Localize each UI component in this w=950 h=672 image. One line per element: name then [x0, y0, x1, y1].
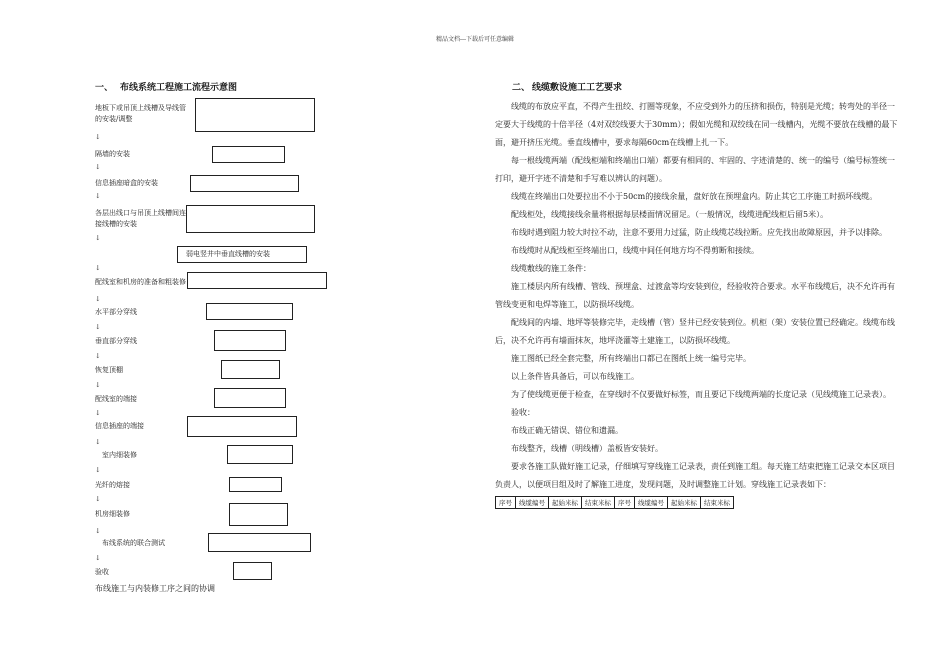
flow-step-7-label: 水平部分穿线: [95, 308, 137, 316]
page-header-note: 精品文档---下载后可任意编辑: [435, 36, 515, 43]
flow-step-4-label: 各层出线口与吊顶上线槽间连接线槽的安装: [95, 209, 186, 228]
table-header-row: [496, 497, 734, 509]
flow-arrow: ↓: [95, 234, 101, 242]
flow-arrow: ↓: [95, 554, 101, 562]
right-body-text: [495, 98, 899, 509]
flow-step-6-box: [187, 272, 327, 289]
paragraph: 布线时遇到阻力较大时拉不动，注意不要用力过猛，防止线缆芯线拉断。应先找出故障原因，并予以排除。: [511, 228, 887, 237]
flow-arrow: ↓: [95, 295, 101, 303]
flow-step-15-box: [208, 533, 311, 552]
flow-step-4-box: [186, 205, 315, 233]
left-heading-number: 一、: [95, 83, 114, 93]
table-header-cell: 序号: [496, 497, 516, 509]
flow-arrow: ↓: [95, 352, 101, 360]
flow-step-9-label: 恢复顶棚: [95, 366, 123, 374]
flow-step-5-box: [177, 246, 307, 263]
flow-step-3-label: 信息插座暗盒的安装: [95, 179, 158, 187]
paragraph: 线缆在终端出口处要拉出不小于50cm的接线余量，盘好放在预埋盒内。防止其它工序施工时损坏线缆。: [511, 192, 878, 201]
flow-step-8-box: [214, 330, 286, 351]
paragraph: 配线间的内墙、地坪等装修完毕，走线槽（管）竖井已经安装到位。机柜（架）安装位置已经确定。线缆布线后，决不允许再有墙面抹灰，地坪浇灌等土建施工，以防损坏线缆。: [495, 318, 895, 345]
flow-step-10-label: 配线室的端接: [95, 395, 137, 403]
paragraph: 线缆的布放应平直，不得产生扭绞、打圈等现象，不应受到外力的压挤和损伤，特别是光缆；转弯处的半径一定要大于线缆的十倍半径（4对双绞线要大于30mm）；假如光缆和双绞线在同一线槽内，光缆不要放在线槽的最下面，避开挤压光缆。垂直线槽中，要求每隔60cm在线槽上扎一下。: [495, 102, 898, 147]
flow-arrow: ↓: [95, 133, 101, 141]
table-header-cell: 线缆编号: [516, 497, 549, 509]
table-header-cell: 结束米标: [582, 497, 615, 509]
table-header-cell: 线缆编号: [635, 497, 668, 509]
flow-arrow: ↓: [95, 409, 101, 417]
paragraph: 以上条件皆具备后，可以布线施工。: [511, 372, 639, 381]
flow-step-14-label: 机房细装修: [95, 510, 130, 518]
flow-arrow: ↓: [95, 323, 101, 331]
flow-step-12-label: 室内细装修: [102, 451, 137, 459]
flow-arrow: ↓: [95, 466, 101, 474]
right-heading: 线缆敷设施工工艺要求: [532, 83, 623, 93]
flow-arrow: ↓: [95, 192, 101, 200]
paragraph: 布线整齐，线槽（明线槽）盖板皆安装好。: [511, 444, 663, 453]
paragraph: 要求各施工队做好施工记录，仔细填写穿线施工记录表，责任到施工组。每天施工结束把施工记录交本区项目负责人，以便项目组及时了解施工进度，发现问题，及时调整施工计划。穿线施工记录表如下：: [495, 462, 895, 489]
flow-step-10-box: [214, 388, 286, 408]
paragraph: 布线缆时从配线柜至终端出口，线缆中间任何地方均不得剪断和接续。: [511, 246, 759, 255]
left-heading: 布线系统工程施工流程示意图: [120, 83, 238, 93]
flow-step-12-box: [227, 445, 293, 464]
flow-step-15-label: 布线系统的联合测试: [102, 539, 165, 547]
flow-step-3-box: [190, 175, 299, 192]
flow-arrow: ↓: [95, 495, 101, 503]
paragraph: 施工楼层内所有线槽、管线、预埋盒、过渡盒等均安装到位，经验收符合要求。水平布线缆后，决不允许再有管线变更和电焊等施工，以防损坏线缆。: [495, 282, 895, 309]
cable-record-table: [495, 496, 734, 509]
paragraph: 每一根线缆两端（配线柜端和终端出口端）都要有相同的、牢固的、字迹清楚的、统一的编号（编号标签统一打印，避开字迹不清楚和手写难以辨认的问题）。: [495, 156, 895, 183]
table-header-cell: 起始米标: [668, 497, 701, 509]
flow-step-5-label: 弱电竖井中垂直线槽的安装: [186, 250, 270, 258]
right-heading-number: 二、: [512, 83, 531, 93]
flow-step-14-box: [229, 503, 288, 526]
paragraph: 配线柜处，线缆接线余量将根据每层楼面情况留足。（一般情况，线缆进配线柜后留5米）。: [511, 210, 829, 219]
paragraph: 验收：: [511, 408, 535, 417]
flow-step-16-box: [233, 562, 272, 580]
flow-step-13-label: 光纤的熔接: [95, 481, 130, 489]
flow-arrow: ↓: [95, 527, 101, 535]
flow-step-8-label: 垂直部分穿线: [95, 337, 137, 345]
paragraph: 布线正确无错误、错位和遗漏。: [511, 426, 623, 435]
paragraph: 为了使线缆更便于检查，在穿线时不仅要做好标签，而且要记下线缆两端的长度记录（见线缆施工记录表）。: [511, 390, 891, 399]
table-header-cell: 起始米标: [549, 497, 582, 509]
flow-step-6-label: 配线室和机房的准备和粗装修: [95, 278, 186, 286]
flow-step-11-box: [187, 416, 297, 437]
flow-step-7-box: [206, 303, 293, 320]
paragraph: 施工图纸已经全套完整，所有终端出口都已在图纸上统一编号完毕。: [511, 354, 751, 363]
left-footer-text: 布线施工与内装修工序之间的协调: [95, 584, 215, 593]
table-header-cell: 结束米标: [701, 497, 734, 509]
paragraph: 线缆敷线的施工条件：: [511, 264, 591, 273]
flow-step-2-label: 隔墙的安装: [95, 150, 130, 158]
flow-step-1-label: 地板下或吊顶上线槽及导线管的安装/调整: [95, 104, 186, 123]
flow-step-16-label: 验收: [95, 568, 109, 576]
flow-arrow: ↓: [95, 381, 101, 389]
flow-arrow: ↓: [95, 264, 101, 272]
table-header-cell: 序号: [615, 497, 635, 509]
flow-step-9-box: [221, 360, 280, 379]
flow-arrow: ↓: [95, 163, 101, 171]
flow-step-11-label: 信息插座的端接: [95, 422, 144, 430]
flow-step-1-box: [195, 98, 315, 132]
flow-step-13-box: [229, 477, 282, 492]
flow-arrow: ↓: [95, 438, 101, 446]
flow-step-2-box: [212, 146, 285, 163]
